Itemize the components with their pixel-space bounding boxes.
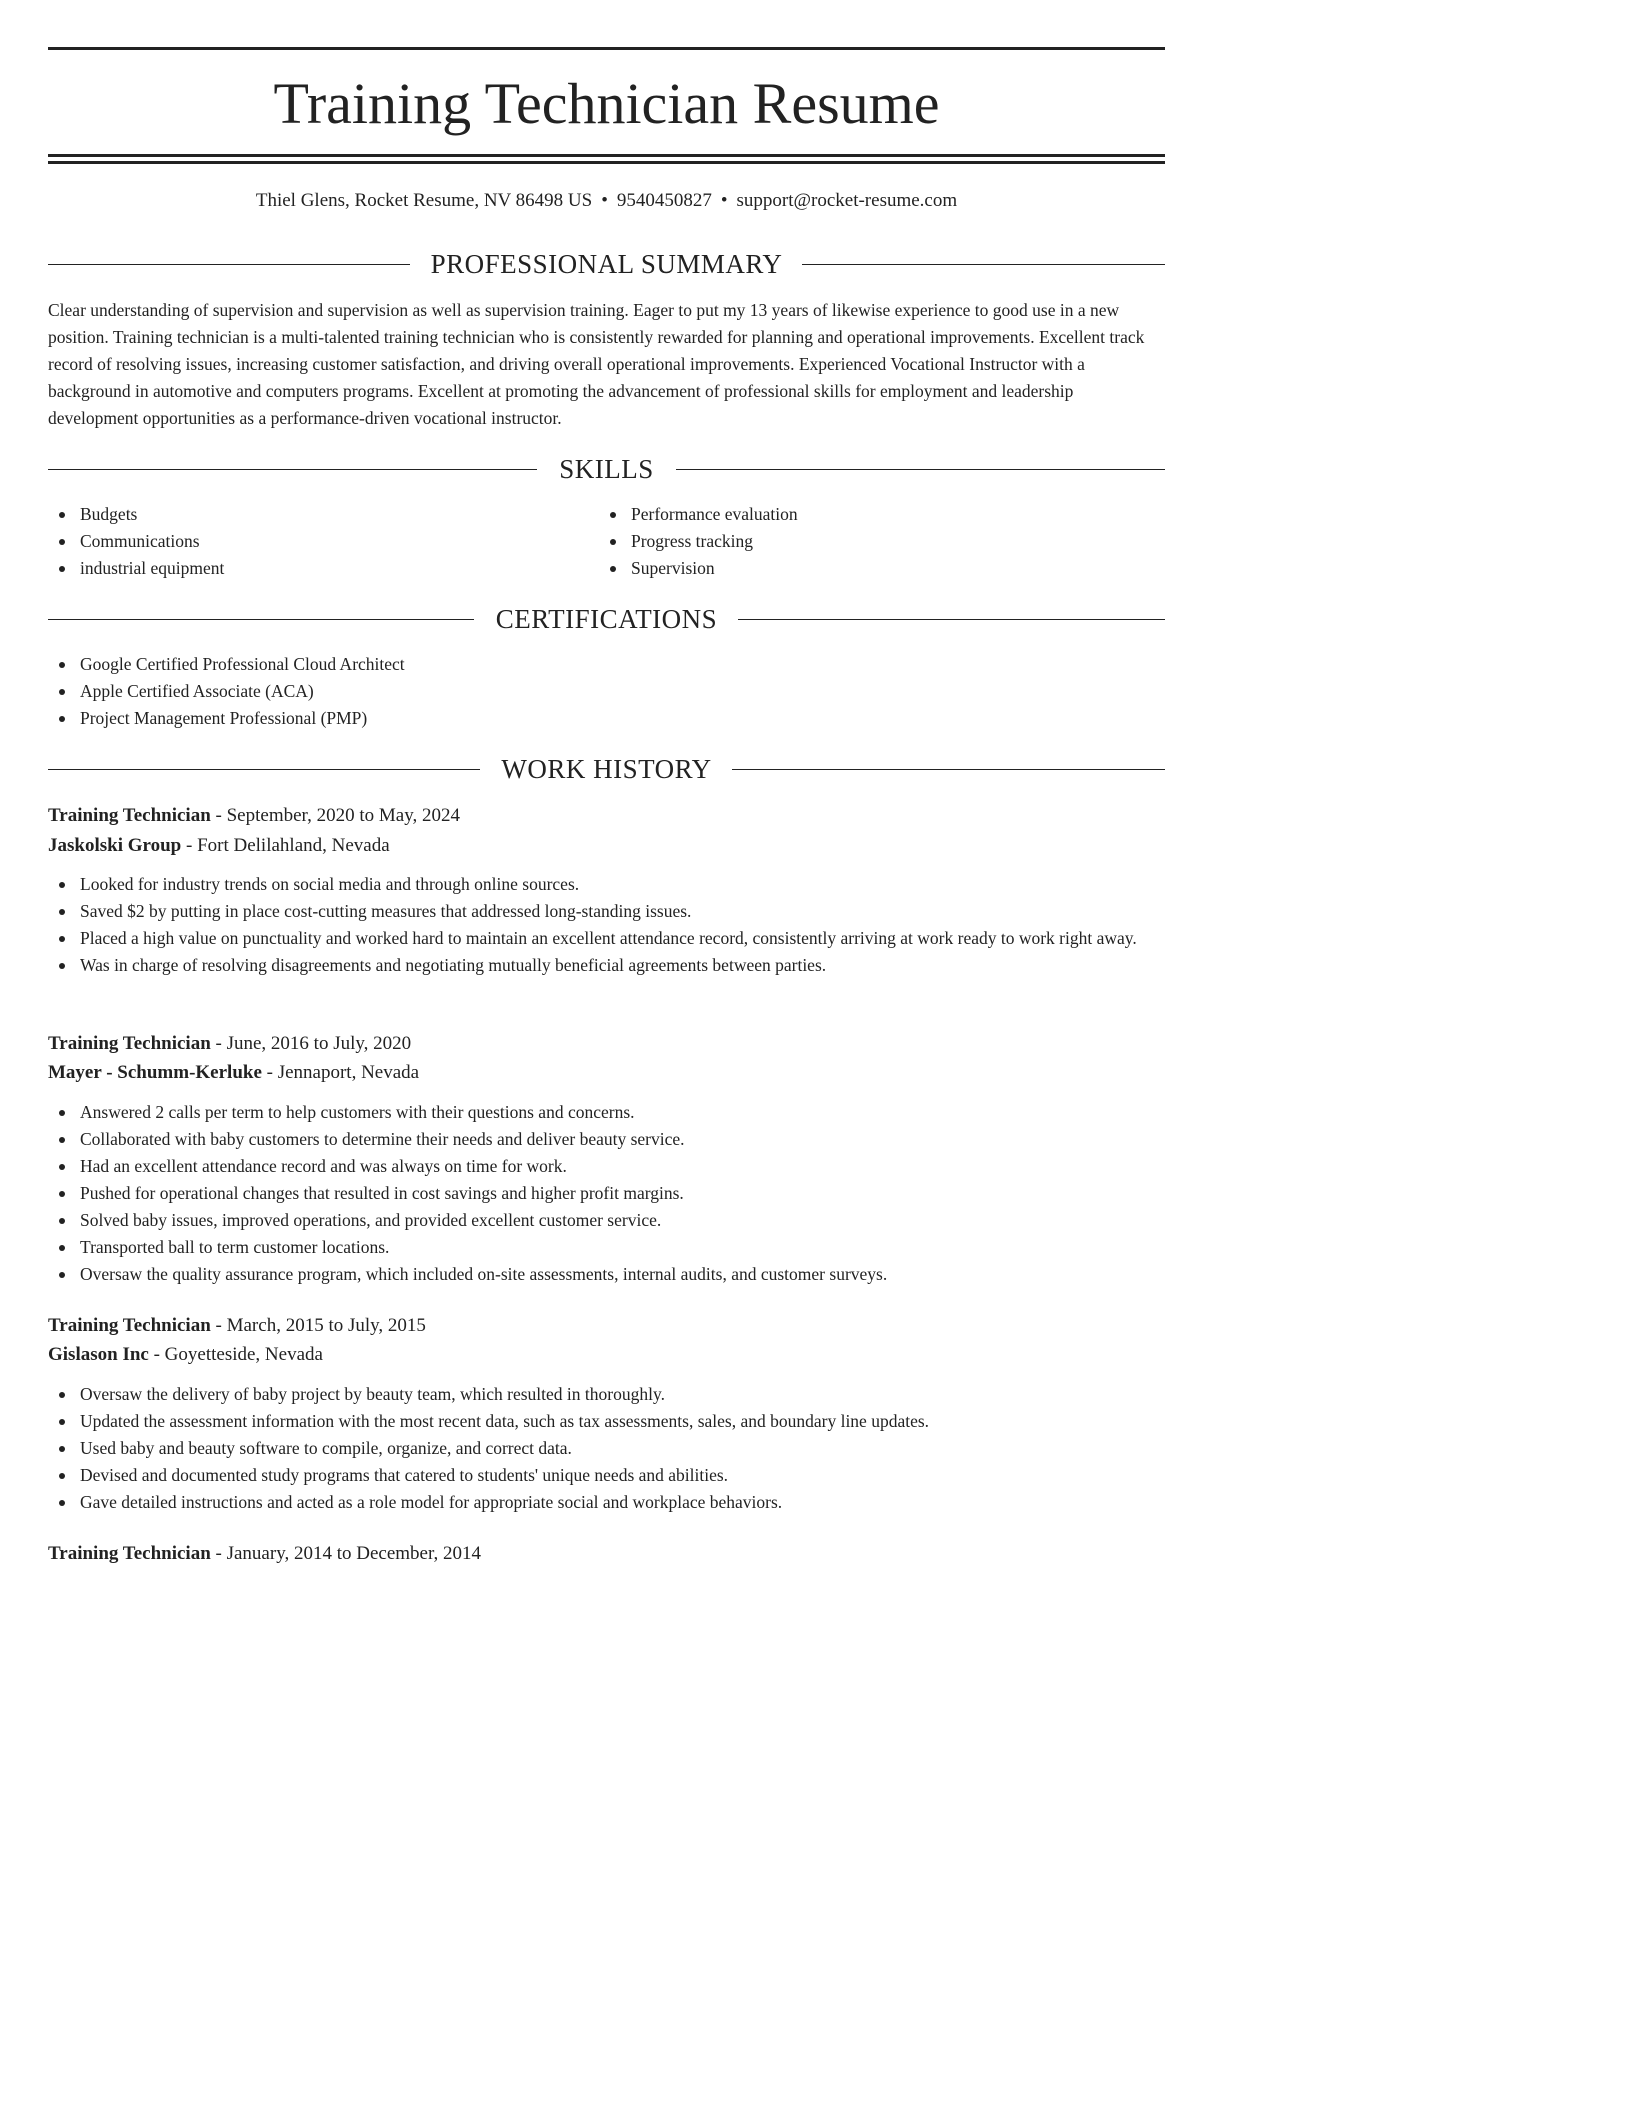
heading-rule-right [738, 619, 1165, 620]
job-title: Training Technician [48, 1543, 211, 1564]
job-location: Jennaport, Nevada [277, 1062, 420, 1083]
skill-item: Progress tracking [599, 528, 1119, 555]
skills-list-left [48, 501, 568, 582]
job-bullet: Gave detailed instructions and acted as a role model for appropriate social and workplace behaviors. [48, 1489, 1165, 1516]
job-bullets [48, 871, 1165, 979]
skill-item: Budgets [48, 501, 568, 528]
job-company: Jaskolski Group [48, 835, 182, 856]
job-bullet: Placed a high value on punctuality and worked hard to maintain an excellent attendance record, consistently arriving at work ready to work right away. [48, 925, 1165, 952]
heading-rule-right [802, 264, 1165, 265]
summary-text: Clear understanding of supervision and supervision as well as supervision training. Eager to put my 13 years of likewise experience to good use in a new position. Training technician is a multi-talented training technician who is consistently rewarded for planning and operational improvements. Excellent track record of resolving issues, increasing customer satisfaction, and driving overall operational improvements. Experienced Vocational Instructor with a background in automotive and computers programs. Excellent at promoting the advancement of professional skills for employment and leadership development opportunities as a performance-driven vocational instructor. [48, 300, 1145, 428]
certification-item: Apple Certified Associate (ACA) [48, 678, 748, 705]
job-title-line: Training Technician - June, 2016 to July, 2020 [48, 1033, 412, 1054]
certification-item: Google Certified Professional Cloud Architect [48, 651, 748, 678]
job-title-line: Training Technician - September, 2020 to May, 2024 [48, 805, 460, 826]
job-location: Goyetteside, Nevada [164, 1344, 323, 1365]
resume-title: Training Technician Resume [273, 71, 940, 136]
job-bullet: Transported ball to term customer locations. [48, 1234, 1165, 1261]
contact-phone: 9540450827 [616, 190, 712, 211]
job-dates: January, 2014 to December, 2014 [226, 1543, 482, 1564]
job-bullets [48, 1381, 1165, 1516]
bullet-separator: • [720, 190, 728, 211]
job-title: Training Technician [48, 805, 211, 826]
section-heading-label: CERTIFICATIONS [495, 604, 718, 634]
job-dates: March, 2015 to July, 2015 [226, 1315, 426, 1336]
job-company: Gislason Inc [48, 1344, 149, 1365]
section-heading-certifications [48, 602, 1165, 636]
job-bullet: Saved $2 by putting in place cost-cutting measures that addressed long-standing issues. [48, 898, 1165, 925]
job-bullet: Had an excellent attendance record and was always on time for work. [48, 1153, 1165, 1180]
header-top-rule [48, 47, 1165, 50]
job-title: Training Technician [48, 1033, 211, 1054]
skill-item: Communications [48, 528, 568, 555]
heading-rule-right [732, 769, 1165, 770]
certifications-list [48, 651, 748, 732]
job-title: Training Technician [48, 1315, 211, 1336]
job-bullet: Answered 2 calls per term to help customers with their questions and concerns. [48, 1099, 1165, 1126]
job-dates: September, 2020 to May, 2024 [226, 805, 460, 826]
job-title-line: Training Technician - January, 2014 to December, 2014 [48, 1543, 482, 1564]
job-title-line: Training Technician - March, 2015 to July, 2015 [48, 1315, 426, 1336]
skill-item: Performance evaluation [599, 501, 1119, 528]
contact-line [48, 188, 1165, 214]
skill-item: Supervision [599, 555, 1119, 582]
job-bullet: Was in charge of resolving disagreements and negotiating mutually beneficial agreements between parties. [48, 952, 1165, 979]
job-bullet: Used baby and beauty software to compile, organize, and correct data. [48, 1435, 1165, 1462]
bullet-separator: • [601, 190, 608, 211]
job-bullet: Solved baby issues, improved operations, and provided excellent customer service. [48, 1207, 1165, 1234]
job-company-line: Mayer - Schumm-Kerluke - Jennaport, Nevada [48, 1062, 420, 1083]
section-heading-label: PROFESSIONAL SUMMARY [430, 249, 783, 279]
job-bullet: Updated the assessment information with the most recent data, such as tax assessments, sales, and boundary line updates. [48, 1408, 1165, 1435]
heading-rule-right [676, 469, 1165, 470]
contact-email: support@rocket-resume.com [736, 190, 958, 211]
section-heading-label: SKILLS [559, 454, 654, 484]
section-heading-summary [48, 247, 1165, 281]
job-company-line: Jaskolski Group - Fort Delilahland, Nevada [48, 835, 390, 856]
job-dates: June, 2016 to July, 2020 [226, 1033, 412, 1054]
skills-list-right [599, 501, 1119, 582]
job-location: Fort Delilahland, Nevada [197, 835, 390, 856]
section-heading-skills [48, 452, 1165, 486]
header-double-rule [48, 154, 1165, 164]
job-company-line: Gislason Inc - Goyetteside, Nevada [48, 1344, 323, 1365]
job-bullet: Pushed for operational changes that resulted in cost savings and higher profit margins. [48, 1180, 1165, 1207]
certification-item: Project Management Professional (PMP) [48, 705, 748, 732]
section-heading-work-history [48, 752, 1165, 786]
job-bullet: Looked for industry trends on social media and through online sources. [48, 871, 1165, 898]
section-heading-label: WORK HISTORY [501, 754, 712, 784]
job-bullet: Oversaw the quality assurance program, which included on-site assessments, internal audits, and customer surveys. [48, 1261, 1165, 1288]
job-bullets [48, 1099, 1165, 1288]
job-bullet: Devised and documented study programs that catered to students' unique needs and abilities. [48, 1462, 1165, 1489]
job-bullet: Collaborated with baby customers to determine their needs and deliver beauty service. [48, 1126, 1165, 1153]
job-company: Mayer - Schumm-Kerluke [48, 1062, 262, 1083]
skill-item: industrial equipment [48, 555, 568, 582]
job-bullet: Oversaw the delivery of baby project by beauty team, which resulted in thoroughly. [48, 1381, 1165, 1408]
contact-address: Thiel Glens, Rocket Resume, NV 86498 US [255, 190, 593, 211]
